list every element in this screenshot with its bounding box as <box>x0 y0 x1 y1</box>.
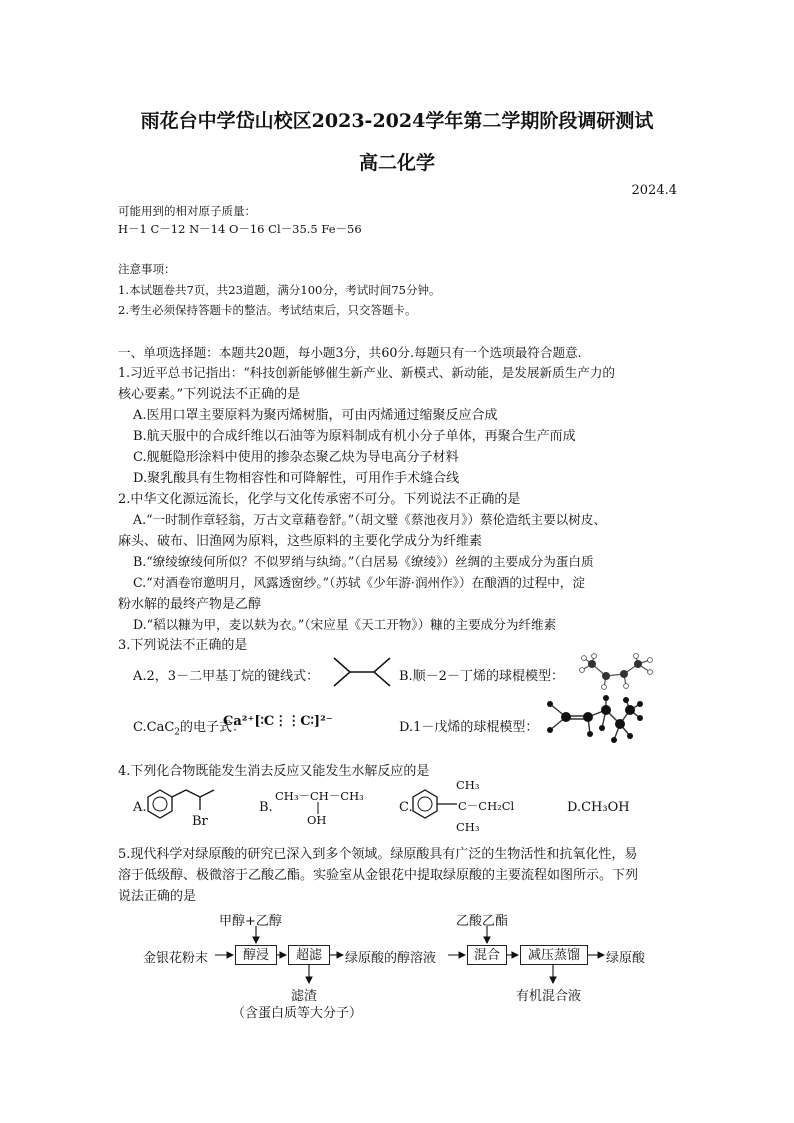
q4-option-a: A. <box>133 800 147 815</box>
flow-residue: 滤渣 <box>291 989 318 1004</box>
q2-stem: 2.中华文化源远流长，化学与文化传承密不可分。下列说法不正确的是 <box>118 492 521 507</box>
q4-option-c: C. <box>399 800 413 815</box>
cac2-electron-formula: Ca²⁺[∶C⋮⋮C∶]²⁻ <box>223 714 333 729</box>
q1-option-a: A.医用口罩主要原料为聚丙烯树脂，可由丙烯通过缩聚反应合成 <box>133 408 498 423</box>
q4-option-b-oh: OH <box>307 813 327 827</box>
q3-option-c-subscript: 2 <box>174 727 180 738</box>
atomic-mass-values: H－1 C－12 N－14 O－16 Cl－35.5 Fe－56 <box>118 222 362 236</box>
flow-byproduct: 有机混合液 <box>516 989 582 1004</box>
q3-option-b: B.顺－2－丁烯的球棍模型： <box>399 669 564 684</box>
exam-title: 雨花台中学岱山校区2023-2024学年第二学期阶段调研测试 <box>140 110 654 132</box>
flow-start-honeysuckle: 金银花粉末 <box>143 951 209 966</box>
q1-stem-line2: 核心要素。”下列说法不正确的是 <box>118 387 301 402</box>
q2-option-c-line2: 粉水解的最终产物是乙醇 <box>118 597 262 612</box>
q1-stem-line1: 1.习近平总书记指出：“科技创新能够催生新产业、新模式、新动能，是发展新质生产力的 <box>118 365 616 380</box>
q5-stem-line1: 5.现代科学对绿原酸的研究已深入到多个领域。绿原酸具有广泛的生物活性和抗氧化性，易 <box>118 847 638 862</box>
notes-item-1: 1.本试题卷共7页，共23道题，满分100分，考试时间75分钟。 <box>118 283 441 297</box>
q4-option-b: B. <box>259 800 273 815</box>
q5-stem-line2: 溶于低级醇、极微溶于乙酸乙酯。实验室从金银花中提取绿原酸的主要流程如图所示。下列 <box>118 868 639 883</box>
q3-option-d: D.1－戊烯的球棍模型： <box>399 720 539 735</box>
q4-option-b-chain: CH₃－CH－CH₃ <box>275 789 364 803</box>
q2-option-a-line2: 麻头、破布、旧渔网为原料，这些原料的主要化学成分为纤维素 <box>118 534 483 549</box>
flow-step-soak: 醇浸 <box>235 945 277 965</box>
flow-input-ethyl-acetate: 乙酸乙酯 <box>456 914 509 929</box>
flow-step-mix: 混合 <box>467 945 507 965</box>
flow-step-vacuum-distill: 减压蒸馏 <box>520 945 588 965</box>
flow-mid-alcohol-solution: 绿原酸的醇溶液 <box>345 951 437 966</box>
q5-stem-line3: 说法正确的是 <box>118 889 197 904</box>
q2-option-a-line1: A.“一时制作章轻翁，万古文章藉卷舒。”（胡文璧《蔡池夜月》）蔡伦造纸主要以树皮、 <box>133 512 607 527</box>
q3-option-a: A.2，3－二甲基丁烷的键线式： <box>133 669 320 684</box>
q4-stem: 4.下列化合物既能发生消去反应又能发生水解反应的是 <box>118 764 430 779</box>
q3-stem: 3.下列说法不正确的是 <box>118 638 248 653</box>
flow-input-methanol-ethanol: 甲醇+乙醇 <box>219 914 282 929</box>
exam-subtitle: 高二化学 <box>358 152 435 174</box>
flow-end-chlorogenic-acid: 绿原酸 <box>606 951 646 966</box>
q2-option-c-line1: C.“对酒卷帘邀明月，风露透窗纱。”（苏轼《少年游·润州作》）在酿酒的过程中，淀 <box>133 575 585 590</box>
q1-option-c: C.舰艇隐形涂料中使用的掺杂态聚乙炔为导电高分子材料 <box>133 450 459 465</box>
q4-option-c-bottom-methyl: CH₃ <box>456 820 480 834</box>
exam-date: 2024.4 <box>631 183 677 198</box>
notes-label: 注意事项： <box>118 262 176 276</box>
q1-option-d: D.聚乳酸具有生物相容性和可降解性，可用作手术缝合线 <box>133 471 460 486</box>
q4-option-a-br: Br <box>192 814 208 829</box>
atomic-mass-label: 可能用到的相对原子质量： <box>118 204 256 218</box>
notes-item-2: 2.考生必须保持答题卡的整洁。考试结束后，只交答题卡。 <box>118 303 417 317</box>
flow-residue-note: （含蛋白质等大分子） <box>232 1006 363 1021</box>
q4-option-c-top-methyl: CH₃ <box>456 778 480 792</box>
q2-option-b: B.“缭绫缭绫何所似？不似罗绡与纨绮。”（白居易《缭绫》）丝绸的主要成分为蛋白质 <box>133 554 594 569</box>
q1-option-b: B.航天服中的合成纤维以石油等为原料制成有机小分子单体，再聚合生产而成 <box>133 429 576 444</box>
section-heading: 一、单项选择题：本题共20题，每小题3分，共60分.每题只有一个选项最符合题意. <box>118 345 582 360</box>
q2-option-d: D.“稻以糠为甲，麦以麸为衣。”（宋应星《天工开物》）糠的主要成分为纤维素 <box>133 617 557 632</box>
q4-option-d: D.CH₃OH <box>567 800 630 815</box>
q3-option-c-prefix: C.CaC <box>133 720 175 735</box>
q4-option-c-chain: C－CH₂Cl <box>458 799 515 813</box>
q3-option-c-suffix: 的电子式： <box>180 720 246 735</box>
flow-step-ultrafilter: 超滤 <box>288 945 330 965</box>
